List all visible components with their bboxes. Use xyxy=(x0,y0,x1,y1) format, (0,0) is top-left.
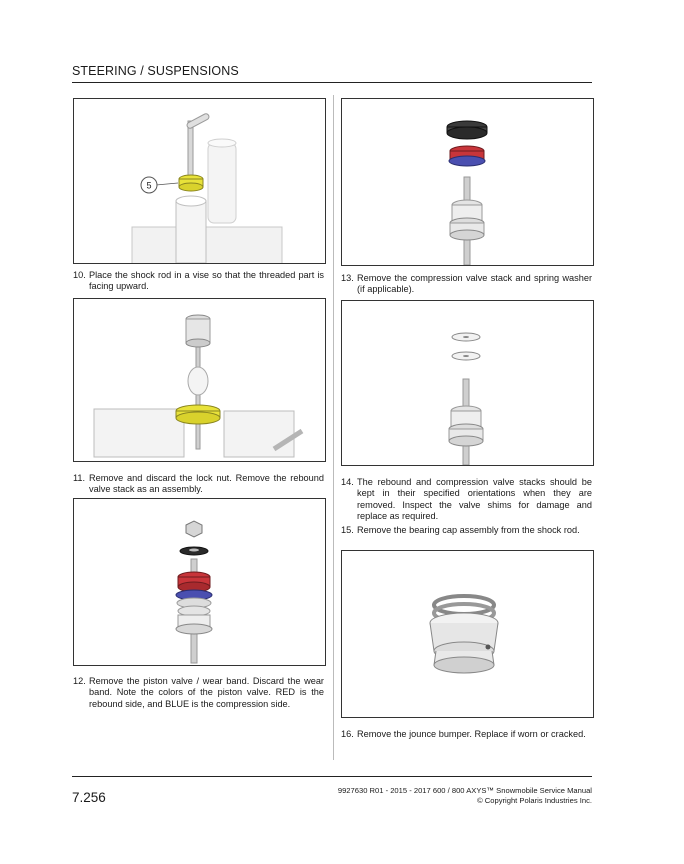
step-12-number: 12. xyxy=(73,676,86,686)
figure-shock-rod-in-vise-art xyxy=(74,99,325,263)
step-15-number: 15. xyxy=(341,525,354,535)
page-number: 7.256 xyxy=(72,790,106,805)
step-16-number: 16. xyxy=(341,729,354,739)
column-divider xyxy=(333,95,334,760)
header-rule xyxy=(72,82,592,83)
step-12 xyxy=(73,676,324,710)
figure-valve-shims xyxy=(341,300,594,466)
footer-rule xyxy=(72,776,592,777)
step-14-number: 14. xyxy=(341,477,354,487)
copyright-line: © Copyright Polaris Industries Inc. xyxy=(477,796,592,805)
manual-title-line: 9927630 R01 - 2015 - 2017 600 / 800 AXYS™ Snowmobile Service Manual xyxy=(337,786,592,795)
step-10-text: Place the shock rod in a vise so that the threaded part is facing upward. xyxy=(89,270,324,292)
figure-bearing-cap-assembly-art xyxy=(342,551,593,717)
figure-piston-valve-art xyxy=(74,499,325,665)
step-11-text: Remove and discard the lock nut. Remove the rebound valve stack as an assembly. xyxy=(89,473,324,495)
figure-bearing-cap-assembly xyxy=(341,550,594,718)
figure-valve-shims-art xyxy=(342,301,593,465)
step-13-text: Remove the compression valve stack and spring washer (if applicable). xyxy=(357,273,592,295)
step-13 xyxy=(341,273,592,296)
figure-shock-rod-in-vise xyxy=(73,98,326,264)
figure-rebound-valve-stack-art xyxy=(74,299,325,461)
step-16-text: Remove the jounce bumper. Replace if worn or cracked. xyxy=(357,729,586,739)
figure-compression-valve-stack-art xyxy=(342,99,593,265)
step-10 xyxy=(73,270,324,293)
callout-5: 5 xyxy=(146,180,152,191)
figure-compression-valve-stack xyxy=(341,98,594,266)
figure-piston-valve xyxy=(73,498,326,666)
step-15-text: Remove the bearing cap assembly from the shock rod. xyxy=(357,525,580,535)
step-12-text: Remove the piston valve / wear band. Discard the wear band. Note the colors of the piston valve. RED is the rebound side, and BLUE is the compression side. xyxy=(89,676,324,709)
step-15 xyxy=(341,525,592,536)
step-14 xyxy=(341,477,592,523)
figure-rebound-valve-stack xyxy=(73,298,326,462)
step-10-number: 10. xyxy=(73,270,86,280)
step-11-number: 11. xyxy=(73,473,86,483)
step-16 xyxy=(341,729,592,740)
step-13-number: 13. xyxy=(341,273,354,283)
manual-info xyxy=(338,786,592,806)
page-header-title: STEERING / SUSPENSIONS xyxy=(72,64,239,78)
step-11 xyxy=(73,473,324,496)
step-14-text: The rebound and compression valve stacks should be kept in their specified orientations when they are removed. Inspect the valve shims for damage and replace as required. xyxy=(357,477,592,522)
